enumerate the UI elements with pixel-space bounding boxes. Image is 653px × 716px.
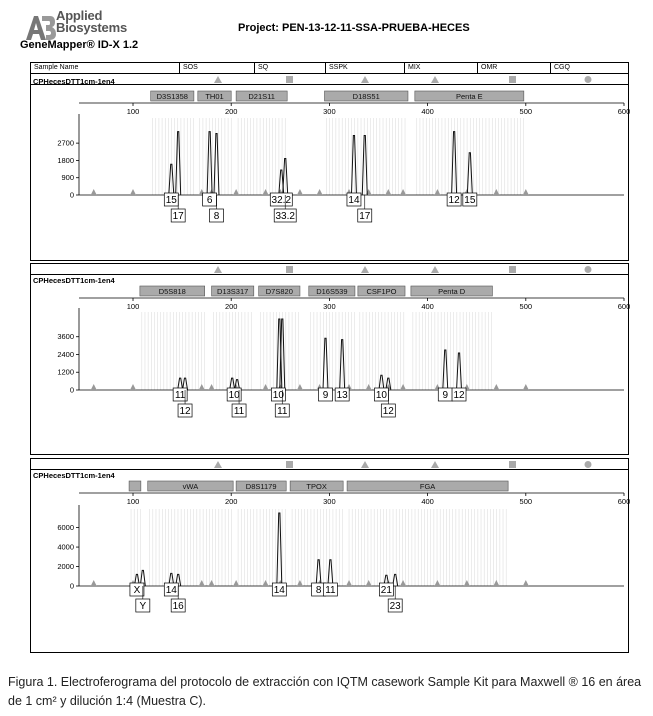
flag-triangle [361, 76, 369, 83]
flag-triangle [431, 76, 439, 83]
y-tick-label: 6000 [57, 523, 74, 533]
y-tick-label: 1200 [57, 367, 74, 377]
flag-square [509, 461, 516, 468]
allele-label: 16 [172, 601, 184, 612]
allele-label: 8 [213, 211, 220, 222]
quality-flags-row [31, 459, 628, 470]
peak [452, 132, 457, 195]
x-tick-label: 400 [421, 302, 434, 311]
x-tick-label: 100 [126, 302, 140, 311]
sample-name: CPHecesDTT1cm-1en4 [33, 77, 115, 86]
allele-label: 8 [315, 585, 322, 596]
stutter-marker [464, 580, 470, 586]
allele-label: 12 [448, 195, 460, 206]
project-title: Project: PEN-13-12-11-SSA-PRUEBA-HECES [238, 22, 470, 34]
y-tick-label: 2000 [57, 562, 74, 572]
allele-label: 32.2 [271, 195, 292, 206]
marker-bin [129, 481, 141, 491]
stutter-marker [130, 189, 136, 195]
brand-line-2: Biosystems [56, 20, 127, 35]
flag-triangle [361, 266, 369, 273]
peak [214, 134, 219, 195]
marker-label: Penta D [438, 287, 466, 296]
electropherogram-plot-3 [31, 481, 631, 651]
allele-label: Y [139, 601, 147, 612]
flag-triangle [214, 461, 222, 468]
x-tick-label: 400 [421, 107, 434, 116]
marker-label: D16S539 [316, 287, 348, 296]
stutter-marker [346, 580, 352, 586]
allele-label: 11 [174, 390, 186, 401]
allele-label: 10 [228, 390, 240, 401]
marker-label: Penta E [455, 92, 483, 101]
stutter-marker [263, 189, 269, 195]
allele-label: 14 [165, 585, 177, 596]
marker-label: D7S820 [265, 287, 293, 296]
table-header [31, 63, 628, 74]
col-cgq: CGQ [550, 63, 628, 73]
electropherogram-panel-2 [30, 263, 629, 455]
allele-label: 11 [233, 406, 245, 417]
flag-triangle [214, 266, 222, 273]
x-tick-label: 200 [224, 107, 238, 116]
marker-label: D3S1358 [156, 92, 188, 101]
sample-name: CPHecesDTT1cm-1en4 [33, 276, 115, 285]
allele-label: 23 [389, 601, 401, 612]
marker-label: TH01 [205, 92, 224, 101]
x-tick-label: 500 [519, 302, 533, 311]
x-tick-label: 300 [323, 497, 336, 506]
electropherogram-panel-3 [30, 458, 629, 653]
col-sos: SOS [179, 63, 255, 73]
allele-label: 14 [348, 195, 360, 206]
allele-label: 33.2 [275, 211, 295, 222]
allele-label: 17 [172, 211, 184, 222]
flag-circle [585, 76, 592, 83]
brand-name [56, 10, 127, 34]
allele-label: X [133, 585, 141, 596]
x-tick-label: 600 [617, 302, 631, 311]
allele-label: 6 [206, 195, 213, 206]
stutter-marker [493, 580, 499, 586]
flag-square [509, 266, 516, 273]
peak [457, 353, 462, 390]
stutter-marker [91, 580, 97, 586]
allele-label: 11 [277, 406, 288, 417]
allele-label: 12 [453, 390, 465, 401]
marker-label: D8S1179 [245, 482, 277, 491]
allele-label: 10 [375, 390, 388, 401]
x-tick-label: 500 [519, 107, 533, 116]
ab-logo-icon [24, 14, 56, 42]
stutter-marker [434, 189, 440, 195]
marker-label: D18S51 [352, 92, 380, 101]
y-tick-label: 0 [69, 385, 74, 395]
flag-triangle [431, 266, 439, 273]
peak [277, 513, 282, 586]
allele-label: 9 [322, 390, 329, 401]
x-tick-label: 200 [224, 497, 238, 506]
stutter-marker [199, 384, 205, 390]
allele-label: 12 [382, 406, 394, 417]
marker-label: D13S317 [217, 287, 249, 296]
y-tick-label: 0 [69, 581, 74, 591]
allele-label: 17 [359, 211, 371, 222]
stutter-marker [297, 580, 303, 586]
allele-label: 14 [273, 585, 285, 596]
x-tick-label: 500 [519, 497, 533, 506]
allele-label: 10 [272, 390, 284, 401]
peak [351, 135, 356, 195]
stutter-marker [434, 580, 440, 586]
electropherogram-plot-1 [31, 88, 631, 258]
col-sq: SQ [254, 63, 326, 73]
peak [328, 560, 333, 586]
allele-label: 9 [442, 390, 449, 401]
col-sample-name: Sample Name [34, 64, 79, 71]
peak [207, 132, 212, 195]
flag-square [286, 76, 293, 83]
peak [362, 135, 367, 195]
flag-circle [585, 461, 592, 468]
x-tick-label: 600 [617, 107, 631, 116]
x-tick-label: 400 [421, 497, 434, 506]
flag-triangle [431, 461, 439, 468]
allele-label: 15 [464, 195, 476, 206]
software-version: GeneMapper® ID-X 1.2 [20, 39, 139, 51]
x-tick-label: 100 [126, 107, 140, 116]
electropherogram-panel-1 [30, 62, 629, 261]
flag-square [286, 461, 293, 468]
col-omr: OMR [477, 63, 551, 73]
allele-label: 12 [179, 406, 191, 417]
stutter-marker [523, 384, 529, 390]
marker-label: CSF1PO [366, 287, 397, 296]
stutter-marker [523, 580, 529, 586]
marker-label: FGA [419, 482, 436, 491]
sample-name: CPHecesDTT1cm-1en4 [33, 471, 115, 480]
x-tick-label: 200 [224, 302, 238, 311]
stutter-marker [366, 384, 372, 390]
stutter-marker [366, 580, 372, 586]
y-tick-label: 900 [61, 173, 74, 183]
marker-label: vWA [182, 482, 199, 491]
stutter-marker [130, 384, 136, 390]
electropherogram-plot-2 [31, 286, 631, 452]
stutter-marker [297, 189, 303, 195]
stutter-marker [297, 384, 303, 390]
peak [176, 132, 181, 195]
y-tick-label: 0 [69, 190, 74, 200]
flag-square [286, 266, 293, 273]
allele-label: 15 [165, 195, 177, 206]
flag-triangle [361, 461, 369, 468]
x-tick-label: 300 [323, 107, 336, 116]
stutter-marker [91, 189, 97, 195]
peak [323, 338, 328, 390]
stutter-marker [400, 580, 406, 586]
x-tick-label: 100 [126, 497, 140, 506]
allele-label: 21 [380, 585, 392, 596]
quality-flags-row [31, 264, 628, 275]
stutter-marker [317, 189, 323, 195]
col-sspk: SSPK [325, 63, 405, 73]
col-mix: MIX [404, 63, 478, 73]
y-tick-label: 2400 [57, 349, 74, 359]
peak [467, 153, 472, 195]
stutter-marker [91, 384, 97, 390]
y-tick-label: 1800 [57, 155, 74, 165]
stutter-marker [199, 580, 205, 586]
brand-line-1: Applied [56, 8, 103, 23]
y-tick-label: 3600 [57, 332, 74, 342]
x-tick-label: 600 [617, 497, 631, 506]
figure-caption: Figura 1. Electroferograma del protocolo de extracción con IQTM casework Sample Kit para Maxwell ® 16 en área de 1 cm² y dilución 1:4 (Muestra C). [8, 675, 642, 708]
allele-label: 11 [325, 585, 336, 596]
stutter-marker [263, 384, 269, 390]
quality-flags-row [31, 74, 628, 85]
marker-label: TPOX [306, 482, 327, 491]
flag-square [509, 76, 516, 83]
stutter-marker [366, 189, 372, 195]
marker-label: D21S11 [248, 92, 275, 101]
flag-triangle [214, 76, 222, 83]
y-tick-label: 4000 [57, 542, 74, 552]
y-tick-label: 2700 [57, 138, 74, 148]
stutter-marker [263, 580, 269, 586]
peak [443, 350, 448, 390]
stutter-marker [400, 384, 406, 390]
flag-circle [585, 266, 592, 273]
marker-label: D5S818 [158, 287, 186, 296]
x-tick-label: 300 [323, 302, 336, 311]
stutter-marker [493, 384, 499, 390]
allele-label: 13 [336, 390, 348, 401]
